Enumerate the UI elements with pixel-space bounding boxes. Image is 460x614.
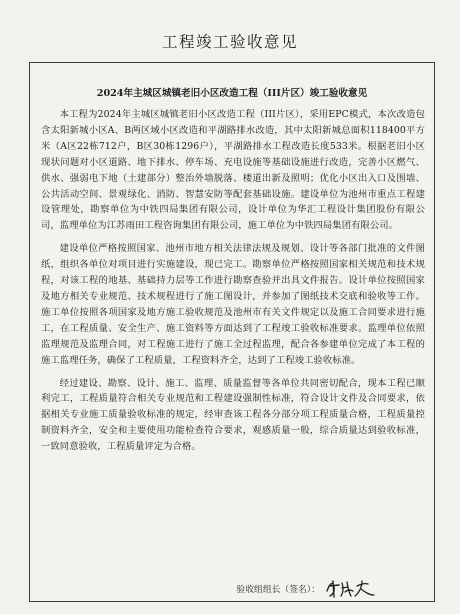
paragraph-project-overview: 本工程为2024年主城区城镇老旧小区改造工程（III片区），采用EPC模式，本次改造包含太阳新城小区A、B两区域小区改造和平湖路排水改造，其中太阳新城总面积118400平方米（A区22栋712户，B区30栋1296户），平湖路排水工程改造长度533米。根据老旧小区现状问题对小区道路、地下排水、停车场、充电设施等基础设施进行改造，完善小区燃气、供水、强弱电下地（土建部分）整治外墙脱落、楼道出新及照明；优化小区出入口及围墙、公共活动空间、景观绿化、消防、智慧安防等配套基础设施。建设单位为池州市重点工程建设管理处，勘察单位为中铁四局集团有限公司，设计单位为华汇工程设计集团股份有限公司，监理单位为江苏雨田工程咨询集团有限公司，施工单位为中铁四局集团有限公司。 <box>41 109 425 232</box>
paragraph-construction-compliance: 建设单位严格按照国家、池州市地方相关法律法规及规划、设计等各部门批准的文件图纸，组织各单位对项目进行实施建设，现已完工。勘察单位严格按照国家相关规范和技术规程，对该工程的地基、基础持力层等工作进行勘察查验并出具文件报告。设计单位按照国家及地方相关专业规范、技术规程进行了施工图设计，并参加了图纸技术交底和验收等工作。施工单位按照各项国家及地方施工验收规范及池州市有关文件规定以及施工合同要求进行施工，在工程质量、安全生产、施工资料等方面达到了工程竣工验收标准要求。监理单位依照监理规范及监理合同，对工程施工进行了施工全过程监理，配合各参建单位完成了本工程的施工监理任务，确保了工程质量，工程资料齐全，达到了工程竣工验收标准。 <box>41 243 425 366</box>
signature-label: 验收组组长（签名）： <box>236 584 320 595</box>
paragraph-acceptance-conclusion: 经过建设、勘察、设计、施工、监理、质量监督等各单位共同密切配合，现本工程已顺利完工，工程质量符合相关专业规范和工程建设强制性标准，符合设计文件及合同要求，依据相关专业施工质量验收标准的规定，经审查该工程各分部分项工程质量合格，工程质量控制资料齐全，安全和主要使用功能检查符合要求，观感质量一般，综合质量达到验收标准，一致同意验收，工程质量评定为合格。 <box>41 377 425 453</box>
signature-line <box>236 577 376 599</box>
opinion-frame <box>29 62 435 602</box>
document-body <box>41 107 425 455</box>
document-heading: 2024年主城区城镇老旧小区改造工程（III片区）竣工验收意见 <box>96 88 368 99</box>
page-title: 工程竣工验收意见 <box>161 33 298 51</box>
handwritten-signature <box>324 577 376 599</box>
